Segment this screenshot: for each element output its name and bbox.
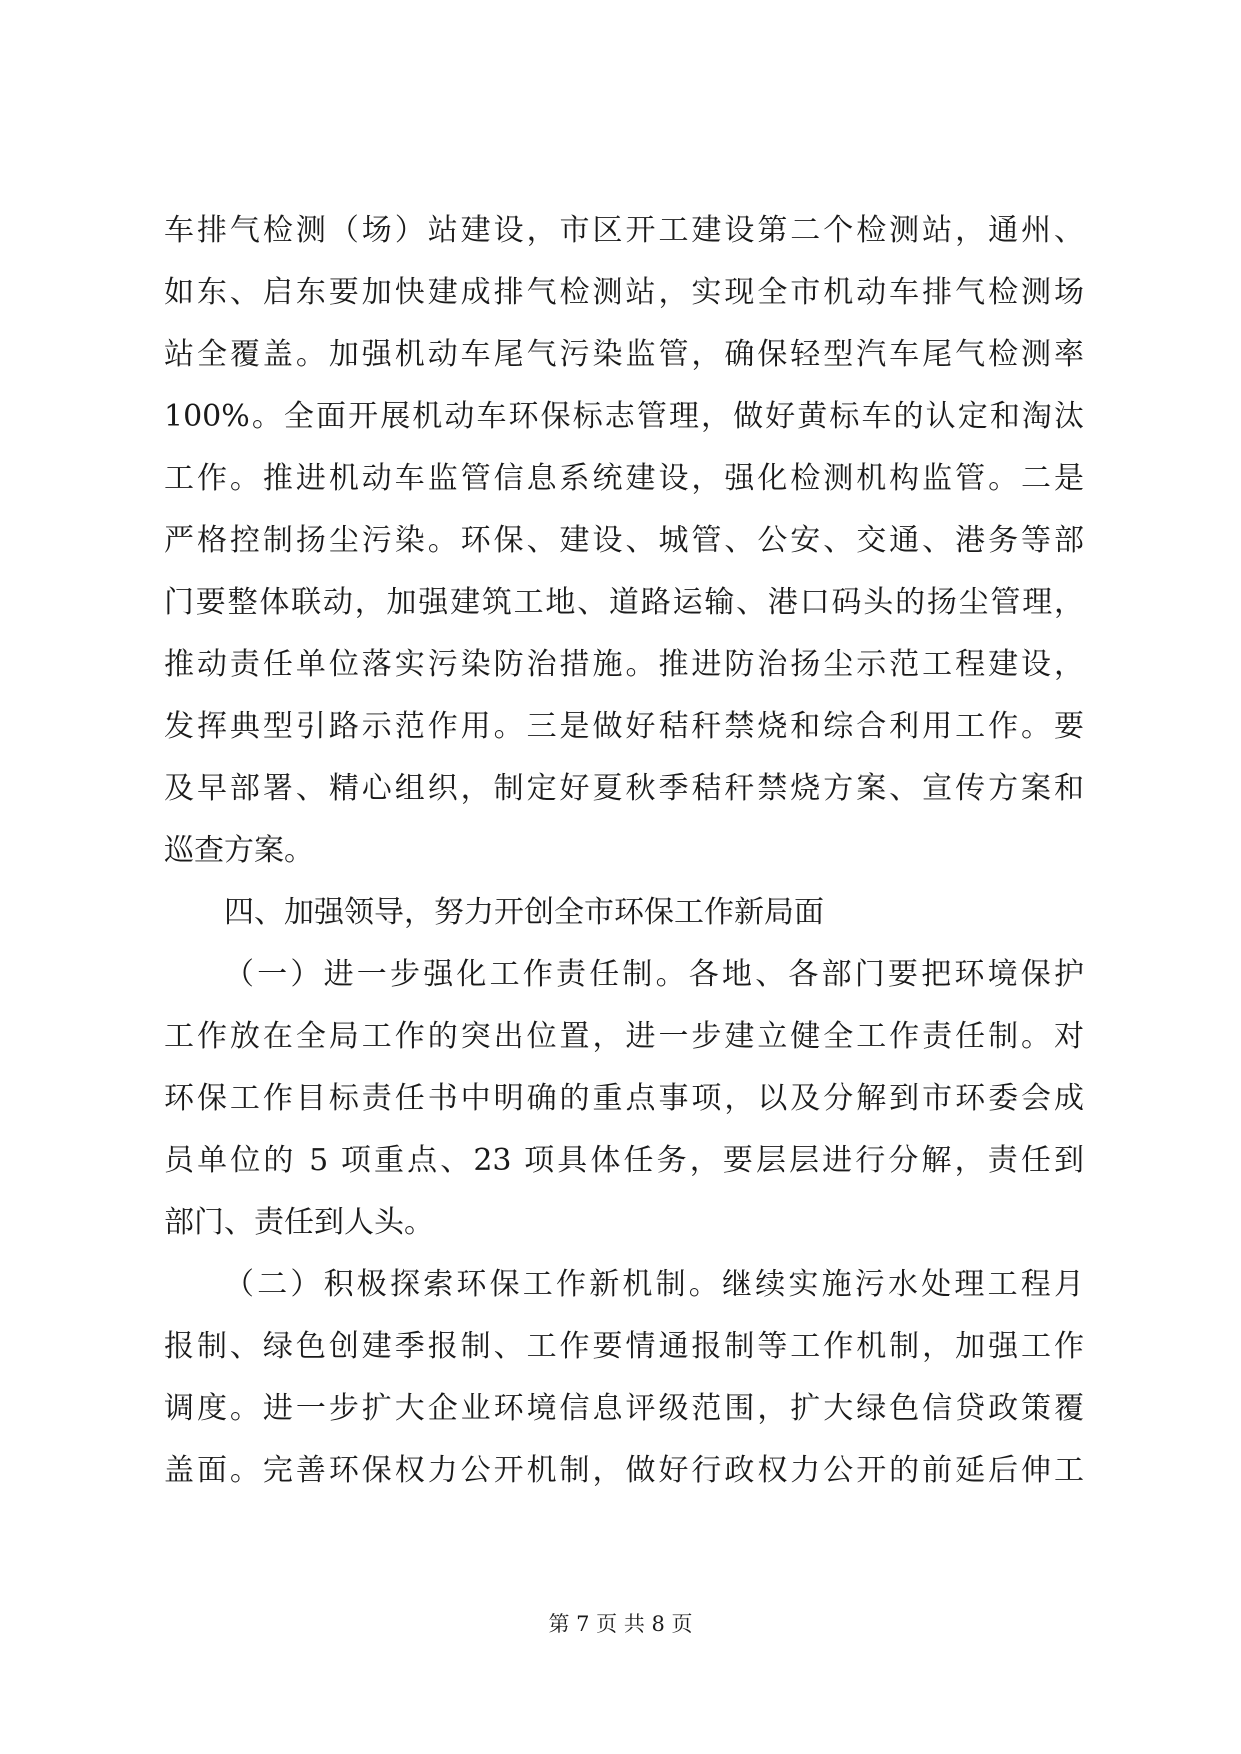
text-line: 巡查方案。 (164, 833, 314, 868)
text-line: （一）进一步强化工作责任制。各地、各部门要把环境保护 (224, 957, 1084, 992)
text-line: 如东、启东要加快建成排气检测站，实现全市机动车排气检测场 (164, 275, 1084, 310)
text-line: 工作。推进机动车监管信息系统建设，强化检测机构监管。二是 (164, 461, 1084, 496)
text-line: 四、加强领导，努力开创全市环保工作新局面 (224, 895, 824, 930)
text-line: 员单位的 5 项重点、23 项具体任务，要层层进行分解，责任到 (164, 1143, 1084, 1178)
text-line: 部门、责任到人头。 (164, 1205, 434, 1240)
text-line: 工作放在全局工作的突出位置，进一步建立健全工作责任制。对 (164, 1019, 1084, 1054)
text-line: 100%。全面开展机动车环保标志管理，做好黄标车的认定和淘汰 (164, 399, 1084, 434)
document-body (164, 200, 1084, 1502)
text-line: 及早部署、精心组织，制定好夏秋季秸秆禁烧方案、宣传方案和 (164, 771, 1084, 806)
text-line: 严格控制扬尘污染。环保、建设、城管、公安、交通、港务等部 (164, 523, 1084, 558)
text-line: 推动责任单位落实污染防治措施。推进防治扬尘示范工程建设， (164, 647, 1084, 682)
text-line: 环保工作目标责任书中明确的重点事项，以及分解到市环委会成 (164, 1081, 1084, 1116)
text-line: 门要整体联动，加强建筑工地、道路运输、港口码头的扬尘管理， (164, 585, 1084, 620)
text-line: 车排气检测（场）站建设，市区开工建设第二个检测站，通州、 (164, 213, 1084, 248)
text-line: （二）积极探索环保工作新机制。继续实施污水处理工程月 (224, 1267, 1084, 1302)
text-line: 盖面。完善环保权力公开机制，做好行政权力公开的前延后伸工 (164, 1453, 1084, 1488)
page-footer: 第 7 页 共 8 页 (548, 1612, 693, 1636)
text-line: 报制、绿色创建季报制、工作要情通报制等工作机制，加强工作 (164, 1329, 1084, 1364)
text-line: 发挥典型引路示范作用。三是做好秸秆禁烧和综合利用工作。要 (164, 709, 1084, 744)
text-line: 站全覆盖。加强机动车尾气污染监管，确保轻型汽车尾气检测率 (164, 337, 1084, 372)
text-line: 调度。进一步扩大企业环境信息评级范围，扩大绿色信贷政策覆 (164, 1391, 1084, 1426)
